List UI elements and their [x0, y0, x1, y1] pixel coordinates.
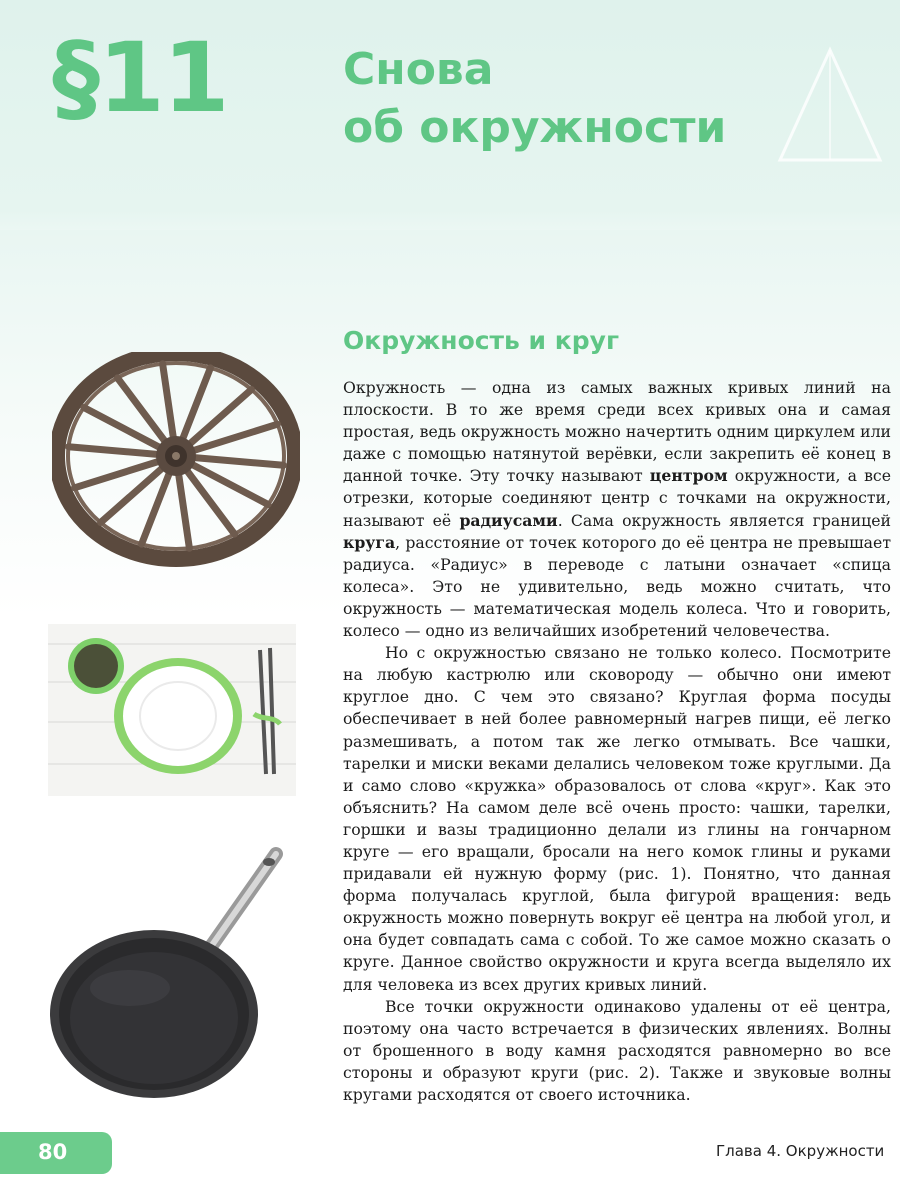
page-number-tab: [0, 1132, 112, 1174]
frying-pan-image: [50, 838, 302, 1100]
body-text: [343, 377, 891, 1106]
plate-and-cutlery-image: [48, 624, 296, 796]
chapter-title-line1: Снова: [343, 44, 494, 95]
footer-chapter-title: Глава 4. Окружности: [716, 1142, 885, 1160]
section-number: §11: [52, 22, 228, 134]
section-subheading: Окружность и круг: [343, 326, 620, 355]
p1-part-a: Окружность — одна из самых важных кривых линий на плоскости. В то же время среди всех кривых она и самая простая, ведь окружность можно начертить одним циркулем или даже с помощью натянутой верёвки, если закрепить её конец в данной точке. Эту точку называют: [343, 378, 891, 486]
paragraph-3: Все точки окружности одинаково удалены от её центра, поэтому она часто встречается в физических явлениях. Волны от брошенного в воду камня расходятся равномерно во все стороны и образуют круги (рис. 2). Также и звуковые волны кругами расходятся от своего источника.: [343, 996, 891, 1104]
decorative-triangle-icon: [770, 40, 890, 170]
paragraph-1: [343, 377, 891, 642]
term-circle: круга: [343, 532, 396, 552]
wagon-wheel-image: [52, 352, 300, 570]
paragraph-2: Но с окружностью связано не только колесо. Посмотрите на любую кастрюлю или сковороду — обычно они имеют круглое дно. С чем это связано? Круглая форма посуды обеспечивает в ней более равномерный нагрев пищи, её легко размешивать, а потом так же легко отмывать. Все чашки, тарелки и миски веками делались человеком тоже круглыми. Да и само слово «кружка» образовалось от слова «круг». Как это объяснить? На самом деле всё очень просто: чашки, тарелки, горшки и вазы традиционно делали из глины на гончарном круге — его вращали, бросали на него комок глины и руками придавали ей нужную форму (рис. 1). Понятно, что данная форма получалась круглой, была фигурой вращения: ведь окружность можно повернуть вокруг её центра на любой угол, и она будет совпадать сама с собой. То же самое можно сказать о круге. Данное свойство окружности и круга всегда выделяло их для человека из всех других кривых линий.: [343, 643, 891, 994]
p1-part-e: . Сама окружность является границей: [557, 510, 891, 530]
term-radii: радиусами: [459, 510, 558, 530]
chapter-title-line2: об окружности: [343, 102, 727, 153]
term-center: центром: [649, 466, 728, 486]
page-number: 80: [38, 1140, 68, 1164]
p1-part-c: окружности, а все отрезки, которые соединяют центр с точками на окружности, называют её: [343, 466, 892, 530]
p1-part-g: , расстояние от точек которого до её центра не превышает радиуса. «Радиус» в переводе с латыни означает «спица колеса». Это не удивительно, ведь можно считать, что окружность — математическая модель колеса. Что и говорить, колесо — одно из величайших изобретений человечества.: [343, 532, 891, 641]
